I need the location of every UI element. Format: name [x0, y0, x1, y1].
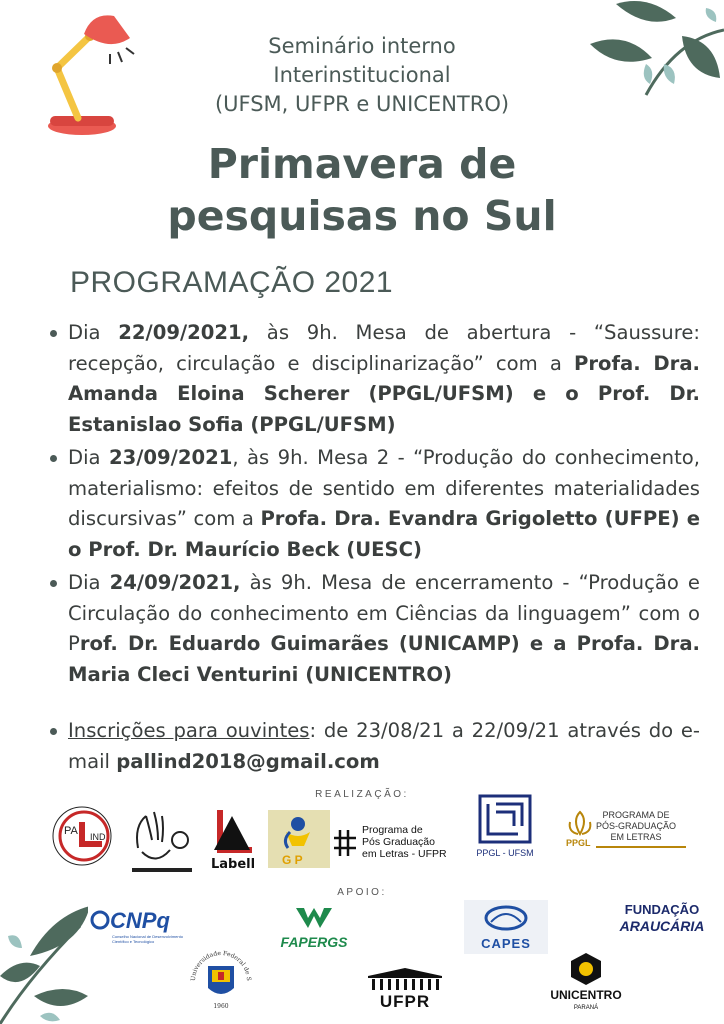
gp-text: G P: [282, 853, 303, 867]
unicentro-logo: [548, 952, 624, 1016]
schedule-list: [48, 318, 700, 693]
ppgl-prog-line-2: PÓS-GRADUAÇÃO: [596, 821, 677, 831]
pallind-pa: PA: [64, 825, 78, 837]
labell-text: Labell: [211, 857, 256, 872]
pallind-ind: IND: [90, 832, 106, 842]
cnpq-logo: [88, 906, 184, 948]
hand-sketch-logo: [128, 806, 198, 878]
bullet-icon: [50, 455, 57, 462]
ufpr-logo: [362, 966, 448, 1012]
unicentro-subtext: PARANÁ: [573, 1005, 599, 1011]
ppgl-ufpr-line-1: Programa de: [362, 824, 423, 836]
schedule-item: Dia 22/09/2021, às 9h. Mesa de abertura - “Saussure: recepção, circulação e disciplinarização” com a Profa. Dra. Amanda Eloina Scherer (PPGL/UFSM) e o Prof. Dr. Estanislao Sofia (PPGL/UFSM): [48, 318, 700, 440]
schedule-item: Dia 23/09/2021, às 9h. Mesa 2 - “Produção do conhecimento, materialismo: efeitos de sentido em diferentes materialidades discursivas” com a Profa. Dra. Evandra Grigoletto (UFPE) e o Prof. Dr. Maurício Beck (UESC): [48, 443, 700, 565]
schedule-date: 24/09/2021,: [109, 571, 241, 594]
ppgl-ufpr-line-2: Pós Graduação: [362, 836, 435, 848]
header-subtitle: [0, 32, 724, 119]
schedule-item: Dia 24/09/2021, às 9h. Mesa de encerramento - “Produção e Circulação do conhecimento em Ciências da linguagem” com o Prof. Dr. Eduardo Guimarães (UNICAMP) e a Profa. Dra. Maria Cleci Venturini (UNICENTRO): [48, 568, 700, 690]
fundacao-line-2: ARAUCÁRIA: [619, 918, 705, 934]
ppgl-prog-line-3: EM LETRAS: [610, 832, 662, 842]
cnpq-text: CNPq: [110, 908, 170, 933]
inscricoes-label: Inscrições para ouvintes: [68, 719, 310, 742]
header-line-1: Seminário interno: [268, 34, 456, 58]
bullet-icon: [50, 330, 57, 337]
ppgl-ufpr-logo: [334, 822, 466, 864]
apoio-label: APOIO:: [337, 887, 387, 898]
fundacao-line-1: FUNDAÇÃO: [624, 902, 700, 917]
bullet-icon: [50, 728, 57, 735]
inscricoes-info: [48, 716, 700, 780]
ufsm-ring-text: Universidade Federal de S: [189, 949, 253, 982]
cnpq-subtext: Conselho Nacional de Desenvolvimento Científico e Tecnológico: [112, 934, 183, 944]
ppgl-programa-logo: [562, 806, 692, 852]
schedule-speakers: Profa. Dra. Amanda Eloina Scherer (PPGL/UFSM) e o Prof. Dr. Estanislao Sofia (PPGL/UFSM): [68, 351, 700, 436]
capes-text: CAPES: [481, 936, 531, 951]
main-title: [0, 138, 724, 242]
fundacao-araucaria-logo: [610, 900, 714, 940]
header-line-2: Interinstitucional: [273, 63, 451, 87]
schedule-date: 23/09/2021: [108, 446, 233, 469]
ufsm-year: 1960: [213, 1003, 229, 1010]
ufpr-text: UFPR: [379, 992, 431, 1011]
ppgl-prog-abbr: PPGL: [566, 838, 591, 848]
ppgl-ufpr-line-3: em Letras - UFPR: [362, 848, 447, 860]
ppgl-ufsm-logo: [472, 794, 538, 862]
schedule-speakers: Profa. Dra. Evandra Grigoletto (UFPE) e o Prof. Dr. Maurício Beck (UESC): [68, 507, 700, 561]
bullet-icon: [50, 580, 57, 587]
unicentro-text: UNICENTRO: [550, 988, 622, 1002]
contact-email[interactable]: pallind2018@gmail.com: [116, 749, 380, 773]
inscricoes-item: Inscrições para ouvintes: de 23/08/21 a 22/09/21 através do e-mail pallind2018@gmail.com: [48, 716, 700, 777]
labell-logo: [208, 806, 260, 872]
title-line-2: pesquisas no Sul: [167, 192, 557, 240]
ppgl-ufsm-text: PPGL - UFSM: [476, 848, 534, 858]
fapergs-text: FAPERGS: [280, 934, 348, 950]
title-line-1: Primavera de: [207, 140, 517, 188]
schedule-date: 22/09/2021,: [118, 321, 250, 344]
leaf-decoration-bottom-left: [0, 896, 100, 1024]
ufsm-seal-logo: [188, 948, 254, 1014]
fapergs-logo: [270, 904, 358, 954]
realizacao-label: REALIZAÇÃO:: [315, 789, 409, 800]
ppgl-prog-line-1: PROGRAMA DE: [602, 810, 670, 820]
gp-logo: [268, 810, 330, 868]
capes-logo: [464, 900, 548, 954]
header-line-3: (UFSM, UFPR e UNICENTRO): [214, 92, 510, 116]
pallind-logo: [44, 804, 122, 868]
programacao-heading: PROGRAMAÇÃO 2021: [70, 266, 394, 299]
schedule-speakers: rof. Dr. Eduardo Guimarães (UNICAMP) e a Profa. Dra. Maria Cleci Venturini (UNICENTRO): [68, 632, 700, 686]
